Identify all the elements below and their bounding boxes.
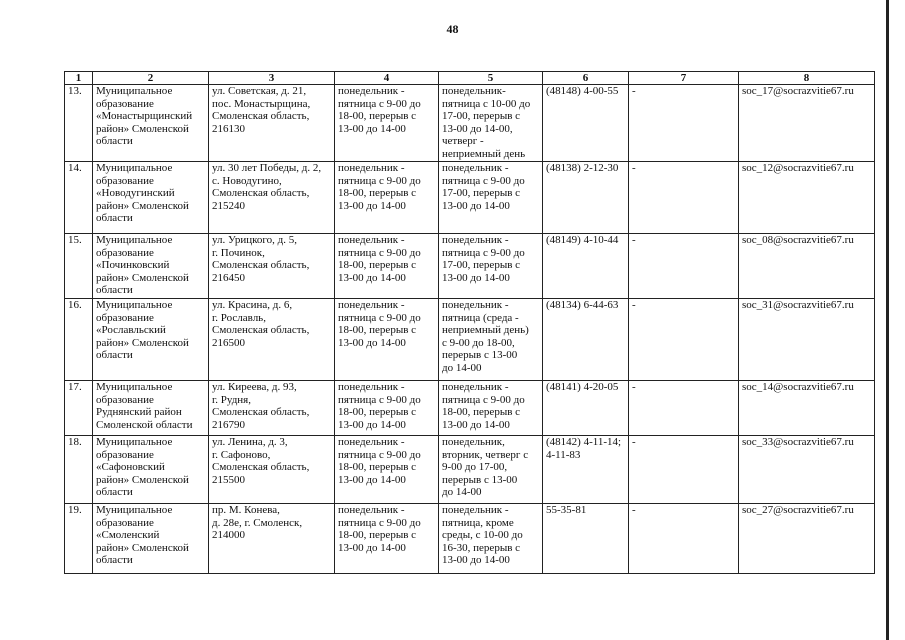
municipality-name-line: Муниципальное <box>96 436 173 448</box>
working-hours-line: 18-00, перерыв с <box>338 187 417 199</box>
reception-hours-line: понедельник - <box>442 234 509 246</box>
working-hours-line: 18-00, перерыв с <box>338 110 417 122</box>
working-hours-line: пятница с 9-00 до <box>338 448 421 461</box>
reception-hours-line: вторник, четверг с <box>442 448 529 461</box>
municipality-name-line: район» Смоленской <box>96 199 189 212</box>
municipality-name-line: «Смоленский <box>96 529 160 541</box>
row-number: 13. <box>65 85 93 162</box>
page-number: 48 <box>446 22 459 36</box>
municipality-name-line: «Сафоновский <box>96 461 165 473</box>
address-line: Смоленская область, <box>212 259 310 271</box>
reception-hours <box>439 436 543 504</box>
working-hours-line: понедельник - <box>338 299 405 311</box>
email: soc_14@socrazvitie67.ru <box>739 381 875 436</box>
working-hours-line: 18-00, перерыв с <box>338 259 417 271</box>
table-row <box>65 162 875 234</box>
municipality-name-line: Муниципальное <box>96 85 173 97</box>
address <box>209 85 335 162</box>
phone <box>543 162 629 234</box>
address <box>209 436 335 504</box>
phone-line: (48142) 4-11-14; <box>546 436 622 448</box>
phone-line: (48148) 4-00-55 <box>546 85 619 97</box>
address-line: ул. Ленина, д. 3, <box>212 436 288 448</box>
reception-hours-line: 17-00, перерыв с <box>442 187 521 199</box>
table-row <box>65 436 875 504</box>
working-hours-line: пятница с 9-00 до <box>338 97 421 110</box>
municipality-name-line: Муниципальное <box>96 299 173 311</box>
address-line: Смоленская область, <box>212 187 310 199</box>
municipality-name-line: район» Смоленской <box>96 541 189 554</box>
municipality-name-line: район» Смоленской <box>96 473 189 486</box>
row-number: 18. <box>65 436 93 504</box>
address-line: Смоленская область, <box>212 461 310 473</box>
address-line: Смоленская область, <box>212 406 310 418</box>
address-line: ул. Красина, д. 6, <box>212 299 293 311</box>
address-line: г. Починок, <box>212 246 265 259</box>
reception-hours-line: пятница с 9-00 до <box>442 174 525 187</box>
phone-line: (48134) 6-44-63 <box>546 299 619 311</box>
municipality-name-line: образование <box>96 97 154 110</box>
reception-hours-line: с 9-00 до 18-00, <box>442 336 515 349</box>
address-line: 214000 <box>212 529 245 541</box>
municipality-name-line: образование <box>96 448 154 461</box>
phone <box>543 381 629 436</box>
reception-hours-line: 9-00 до 17-00, <box>442 461 508 473</box>
reception-hours-line: 13-00 до 14-00 <box>442 554 510 566</box>
municipality-name-line: области <box>96 486 133 498</box>
email: soc_31@socrazvitie67.ru <box>739 299 875 381</box>
working-hours <box>335 234 439 299</box>
column-header: 5 <box>439 72 543 85</box>
municipality-name-line: образование <box>96 516 154 529</box>
reception-hours-line: перерыв с 13-00 <box>442 473 518 486</box>
reception-hours-line: неприемный день) <box>442 324 529 336</box>
municipality-name-line: Муниципальное <box>96 234 173 246</box>
address <box>209 234 335 299</box>
address-line: 215500 <box>212 473 245 486</box>
email: soc_33@socrazvitie67.ru <box>739 436 875 504</box>
municipality-name-line: «Починковский <box>96 259 170 271</box>
email: soc_17@socrazvitie67.ru <box>739 85 875 162</box>
address-line: ул. 30 лет Победы, д. 2, <box>212 162 322 174</box>
address-line: 216790 <box>212 418 245 431</box>
column-header: 8 <box>739 72 875 85</box>
address <box>209 381 335 436</box>
municipality-name-line: области <box>96 212 133 224</box>
reception-hours-line: перерыв с 13-00 <box>442 349 518 361</box>
municipality-name-line: области <box>96 284 133 296</box>
municipality-name <box>93 299 209 381</box>
column-header: 4 <box>335 72 439 85</box>
working-hours-line: пятница с 9-00 до <box>338 311 421 324</box>
working-hours-line: 13-00 до 14-00 <box>338 473 406 486</box>
phone <box>543 504 629 574</box>
working-hours <box>335 162 439 234</box>
reception-hours-line: пятница с 10-00 до <box>442 97 531 110</box>
email: soc_12@socrazvitie67.ru <box>739 162 875 234</box>
municipality-name-line: Муниципальное <box>96 162 173 174</box>
reception-hours-line: 13-00 до 14-00 <box>442 199 510 212</box>
working-hours-line: 13-00 до 14-00 <box>338 336 406 349</box>
address-line: Смоленская область, <box>212 110 310 122</box>
table-row <box>65 85 875 162</box>
address-line: 215240 <box>212 199 245 212</box>
row-number: 15. <box>65 234 93 299</box>
phone-line: (48141) 4-20-05 <box>546 381 619 393</box>
reception-hours-line: понедельник - <box>442 381 509 393</box>
reception-hours <box>439 381 543 436</box>
reception-hours-line: понедельник - <box>442 504 509 516</box>
working-hours-line: 13-00 до 14-00 <box>338 541 406 554</box>
address-line: 216450 <box>212 271 245 284</box>
address-line: пос. Монастырщина, <box>212 97 311 110</box>
address-line: Смоленская область, <box>212 324 310 336</box>
address <box>209 299 335 381</box>
working-hours <box>335 299 439 381</box>
reception-hours-line: пятница (среда - <box>442 311 519 324</box>
address-line: г. Сафоново, <box>212 448 271 461</box>
phone <box>543 234 629 299</box>
address-line: д. 28е, г. Смоленск, <box>212 516 303 529</box>
phone <box>543 299 629 381</box>
municipality-name-line: области <box>96 554 133 566</box>
reception-hours-line: понедельник, <box>442 436 505 448</box>
address-line: ул. Советская, д. 21, <box>212 85 307 97</box>
municipality-name-line: «Рославльский <box>96 324 166 336</box>
row-number: 17. <box>65 381 93 436</box>
phone <box>543 436 629 504</box>
reception-hours-line: понедельник- <box>442 85 506 97</box>
address-line: 216130 <box>212 122 245 135</box>
municipality-name-line: Смоленской области <box>96 418 193 431</box>
municipality-name <box>93 234 209 299</box>
column-7-value: - <box>629 85 739 162</box>
municipality-name-line: район» Смоленской <box>96 122 189 135</box>
municipality-name-line: образование <box>96 393 154 406</box>
reception-hours-line: пятница с 9-00 до <box>442 246 525 259</box>
institutions-table <box>64 71 875 574</box>
municipality-name-line: Муниципальное <box>96 381 173 393</box>
working-hours <box>335 85 439 162</box>
reception-hours-line: до 14-00 <box>442 486 482 498</box>
address-line: пр. М. Конева, <box>212 504 280 516</box>
working-hours-line: понедельник - <box>338 504 405 516</box>
phone <box>543 85 629 162</box>
reception-hours-line: пятница с 9-00 до <box>442 393 525 406</box>
column-number-row <box>65 72 875 85</box>
municipality-name <box>93 436 209 504</box>
reception-hours-line: до 14-00 <box>442 361 482 374</box>
row-number: 19. <box>65 504 93 574</box>
working-hours-line: понедельник - <box>338 85 405 97</box>
reception-hours <box>439 234 543 299</box>
table-row <box>65 234 875 299</box>
reception-hours-line: 13-00 до 14-00 <box>442 271 510 284</box>
address-line: с. Новодугино, <box>212 174 282 187</box>
municipality-name-line: образование <box>96 174 154 187</box>
reception-hours <box>439 85 543 162</box>
reception-hours-line: понедельник - <box>442 162 509 174</box>
reception-hours <box>439 162 543 234</box>
municipality-name <box>93 504 209 574</box>
email: soc_08@socrazvitie67.ru <box>739 234 875 299</box>
reception-hours-line: среды, с 10-00 до <box>442 529 523 541</box>
table-row <box>65 299 875 381</box>
phone-line: (48149) 4-10-44 <box>546 234 619 246</box>
reception-hours-line: пятница, кроме <box>442 516 514 529</box>
working-hours-line: понедельник - <box>338 436 405 448</box>
municipality-name-line: Муниципальное <box>96 504 173 516</box>
reception-hours <box>439 299 543 381</box>
address-line: ул. Киреева, д. 93, <box>212 381 297 393</box>
working-hours-line: 18-00, перерыв с <box>338 461 417 473</box>
working-hours <box>335 436 439 504</box>
column-header: 6 <box>543 72 629 85</box>
reception-hours-line: 17-00, перерыв с <box>442 259 521 271</box>
address-line: г. Рославль, <box>212 311 266 324</box>
working-hours-line: понедельник - <box>338 162 405 174</box>
column-header: 3 <box>209 72 335 85</box>
column-7-value: - <box>629 162 739 234</box>
reception-hours-line: 18-00, перерыв с <box>442 406 521 418</box>
reception-hours-line: 13-00 до 14-00 <box>442 418 510 431</box>
municipality-name-line: образование <box>96 311 154 324</box>
phone-line: (48138) 2-12-30 <box>546 162 619 174</box>
address-line: 216500 <box>212 336 245 349</box>
working-hours-line: пятница с 9-00 до <box>338 393 421 406</box>
reception-hours-line: 17-00, перерыв с <box>442 110 521 122</box>
phone-line: 55-35-81 <box>546 504 587 516</box>
working-hours <box>335 504 439 574</box>
reception-hours-line: неприемный день <box>442 147 526 160</box>
column-7-value: - <box>629 436 739 504</box>
municipality-name <box>93 162 209 234</box>
address-line: г. Рудня, <box>212 393 251 406</box>
working-hours-line: 13-00 до 14-00 <box>338 418 406 431</box>
reception-hours-line: понедельник - <box>442 299 509 311</box>
email: soc_27@socrazvitie67.ru <box>739 504 875 574</box>
address <box>209 504 335 574</box>
working-hours-line: понедельник - <box>338 381 405 393</box>
column-7-value: - <box>629 504 739 574</box>
address-line: ул. Урицкого, д. 5, <box>212 234 297 246</box>
row-number: 16. <box>65 299 93 381</box>
column-header: 1 <box>65 72 93 85</box>
reception-hours <box>439 504 543 574</box>
working-hours-line: пятница с 9-00 до <box>338 246 421 259</box>
working-hours-line: 18-00, перерыв с <box>338 529 417 541</box>
scan-edge-line <box>886 0 889 640</box>
working-hours-line: пятница с 9-00 до <box>338 516 421 529</box>
address <box>209 162 335 234</box>
working-hours-line: 18-00, перерыв с <box>338 324 417 336</box>
column-7-value: - <box>629 299 739 381</box>
table-row <box>65 504 875 574</box>
working-hours-line: 13-00 до 14-00 <box>338 122 406 135</box>
working-hours-line: пятница с 9-00 до <box>338 174 421 187</box>
municipality-name-line: Руднянский район <box>96 406 182 418</box>
working-hours <box>335 381 439 436</box>
working-hours-line: 13-00 до 14-00 <box>338 199 406 212</box>
municipality-name-line: образование <box>96 246 154 259</box>
table-row <box>65 381 875 436</box>
municipality-name-line: области <box>96 349 133 361</box>
municipality-name-line: «Монастырщинский <box>96 110 193 122</box>
reception-hours-line: 13-00 до 14-00, <box>442 122 513 135</box>
municipality-name-line: район» Смоленской <box>96 336 189 349</box>
row-number: 14. <box>65 162 93 234</box>
municipality-name <box>93 85 209 162</box>
column-header: 2 <box>93 72 209 85</box>
municipality-name <box>93 381 209 436</box>
column-header: 7 <box>629 72 739 85</box>
column-7-value: - <box>629 381 739 436</box>
municipality-name-line: области <box>96 135 133 147</box>
column-7-value: - <box>629 234 739 299</box>
municipality-name-line: «Новодугинский <box>96 187 175 199</box>
phone-line: 4-11-83 <box>546 448 581 461</box>
working-hours-line: понедельник - <box>338 234 405 246</box>
working-hours-line: 18-00, перерыв с <box>338 406 417 418</box>
municipality-name-line: район» Смоленской <box>96 271 189 284</box>
reception-hours-line: четверг - <box>442 135 484 147</box>
reception-hours-line: 16-30, перерыв с <box>442 541 521 554</box>
working-hours-line: 13-00 до 14-00 <box>338 271 406 284</box>
